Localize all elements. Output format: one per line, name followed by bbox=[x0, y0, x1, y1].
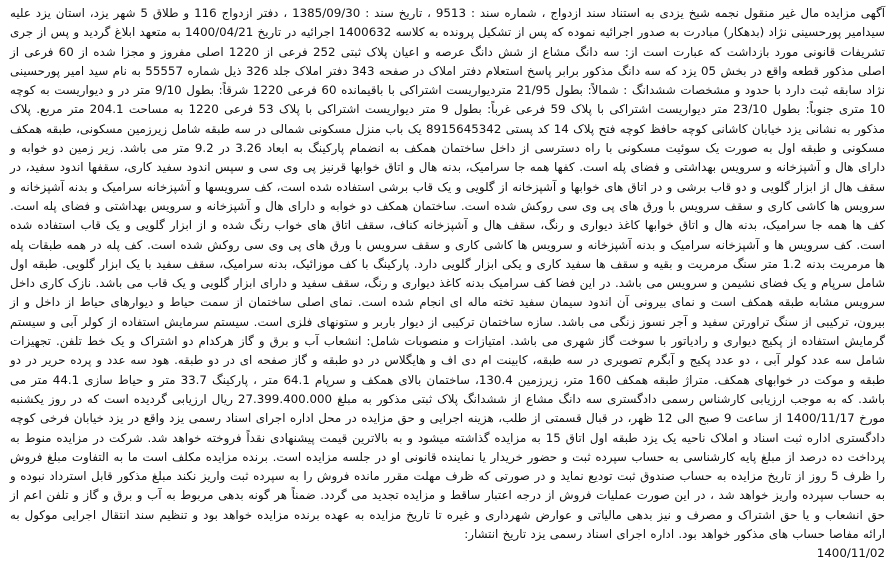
notice-heading: آگهی مزایده مال غیر منقول bbox=[743, 6, 886, 20]
auction-notice-text bbox=[10, 4, 885, 544]
publish-date: 1400/11/02 bbox=[816, 546, 885, 561]
notice-body: نجمه شیخ یزدی به استناد سند ازدواج ، شماره سند : 9513 ، تاریخ سند : 1385/09/30 ، دفتر ازدواج 116 و طلاق 5 شهر یزد، استان یزد علیه سیدامیر پورحسینی نژاد (بدهکار) مبادرت به صدور اجرائیه نموده که پس از تشکیل پرونده به کلاسه 1400632 اجرائیه در تاریخ 1400/04/21 به متعهد ابلاغ گردید و پس از جری تشریفات قانونی مورد بازداشت که عبارت است از: سه دانگ مشاع از شش دانگ عرصه و اعیان پلاک ثبتی 252 فرعی از 1220 اصلی مفروز و مجزا شده از 60 فرعی از اصلی مذکور قطعه واقع در بخش 05 یزد که سه دانگ مذکور برابر پاسخ استعلام دفتر املاک در صفحه 343 دفتر املاک جلد 326 ذیل شماره 55557 به نام سید امیر پورحسینی نژاد سابقه ثبت دارد با حدود و مشخصات ششدانگ : شمالاً: بطول 21/95 متردیواریست اشتراکی با باقیمانده 60 فرعی 1220 شرقاً: بطول 9/10 متر در و دیواریست به کوچه 10 متری جنوباً: بطول 23/10 متر دیواریست اشتراکی با پلاک 59 فرعی غرباً: بطول 9 متر دیواریست اشتراکی با پلاک 53 فرعی 1220 به مساحت 204.1 متر مربع. پلاک مذکور به نشانی یزد خیابان کاشانی کوچه حافظ کوچه فتح پلاک 14 کد پستی 8915645342 یک باب منزل مسکونی شمالی در سه طبقه شامل زیرزمین مسکونی، طبقه همکف مسکونی و طبقه اول به صورت یک سوئیت مسکونی با راه دسترسی از داخل ساختمان همکف به انضمام پارکینگ به ابعاد 3.26 در 9.2 متر می باشد. زیر زمین دو خوابه و دارای هال و آشپزخانه و سرویس بهداشتی و فضای پله است. کفها همه جا سرامیک، بدنه هال و اتاق خوابها قرنیز پی وی سی و سپس اندود سفید کاری، سقفها اندود سفید، در سقف هال از ابزار گلویی و دو قاب برشی و در اتاق های خوابها و آشپزخانه از گلویی و یک قاب برشی استفاده شده است، کف سرویسها و آشپزخانه سرامیک و بدنه آشپزخانه و سرویس ها کاشی کاری و سقف سرویس با ورق های پی وی سی روکش شده است. ساختمان همکف دو خوابه و دارای هال و آشپزخانه و سرویس بهداشتی و فضای پله است. کف ها همه جا سرامیک، بدنه هال و اتاق خوابها کاغذ دیواری و رنگ، سقف هال و آشپزخانه کناف، سقف اتاق های خواب رنگ شده و از ابزار گلویی و یک قاب استفاده شده است. کف سرویس ها و آشپزخانه سرامیک و بدنه آشپزخانه و سرویس ها کاشی کاری و سقف سرویس با ورق های پی وی سی روکش شده است. کف پله در همه طبقات پله ها مرمریت بدنه 1.2 متر سنگ مرمریت و بقیه و سقف ها سفید کاری و یکی ابزار گلویی دارد. پارکینگ با کف موزائیک، بدنه سرامیک، سقف سفید با یک ابزار گلویی. طبقه اول شامل سرپام و یک فضای نشیمن و سرویس می باشد. در این فضا کف سرامیک بدنه کاغذ دیواری و رنگ، سقف سفید و دارای ابزار گلویی و یک قاب می باشد. نازک کاری داخل سرویس مشابه طبقه همکف است و نمای بیرونی آن اندود سیمان سفید تخته ماله ای انجام شده است. نمای اصلی ساختمان از سمت حیاط و دیوارهای حیاط از داخل و از بیرون، ترکیبی از سنگ تراورتن سفید و آجر نسوز زنگی می باشد. سازه ساختمان ترکیبی از دیوار باربر و ستونهای فلزی است. سیستم سرمایش استفاده از کولر آبی و سیستم گرمایش استفاده از پکیج دیواری و رادیاتور با سوخت گاز شهری می باشد. امتیازات و منصوبات شامل: انشعاب آب و برق و گاز هرکدام دو اشتراک و یک خط تلفن. تجهیزات شامل سه عدد کولر آبی ، دو عدد پکیج و آبگرم تصویری در سه طبقه، کابینت ام دی اف و هایگلاس در دو طبقه و گاز صفحه ای در دو طبقه. هود سه عدد و پرده حریر در دو طبقه و موکت در خوابهای همکف. متراژ طبقه همکف 160 متر، زیرزمین 130.4، ساختمان بالای همکف و سرپام 64.1 متر ، پارکینگ 33.7 متر و حیاط سازی 44.1 متر می باشد. که به موجب ارزیابی کارشناس رسمی دادگستری سه دانگ مشاع از ششدانگ پلاک ثبتی مذکور به مبلغ 27.399.400.000 ریال ارزیابی گردیده است که در روز یکشنبه مورخ 1400/11/17 از ساعت 9 صبح الی 12 ظهر، در قبال قسمتی از طلب، هزینه اجرایی و حق مزایده در محل اداره اجرای اسناد رسمی یزد واقع در یزد خیابان فرخی کوچه دادگستری اداره ثبت اسناد و املاک ناحیه یک یزد طبقه اول اتاق 15 به مزایده گذاشته میشود و به بالاترین قیمت پیشنهادی نقداً فروخته خواهد شد. شرکت در مزایده منوط به پرداخت ده درصد از مبلغ پایه کارشناسی به حساب سپرده ثبت و حضور خریدار یا نماینده قانونی او در جلسه مزایده است. برنده مزایده مکلف است ما به التفاوت مبلغ فروش را ظرف 5 روز از تاریخ مزایده به حساب صندوق ثبت تودیع نماید و در صورتی که ظرف مهلت مقرر مانده فروش را به سپرده ثبت واریز نکند مبلغ مذکور قابل استرداد نبوده و به حساب سپرده واریز خواهد شد ، در این صورت عملیات فروش از درجه اعتبار ساقط و مزایده تجدید می گردد. ضمناً هر گونه بدهی مربوط به آب و برق و گاز و تلفن اعم از حق انشعاب و یا حق اشتراک و مصرف و نیز بدهی مالیاتی و عوارض شهرداری و غیره تا تاریخ مزایده به عهده برنده مزایده خواهد بود و تنظیم سند انتقال اجرایی موکول به ارائه مفاصا حساب های مذکور خواهد بود. اداره اجرای اسناد رسمی یزد تاریخ انتشار: bbox=[10, 6, 886, 542]
